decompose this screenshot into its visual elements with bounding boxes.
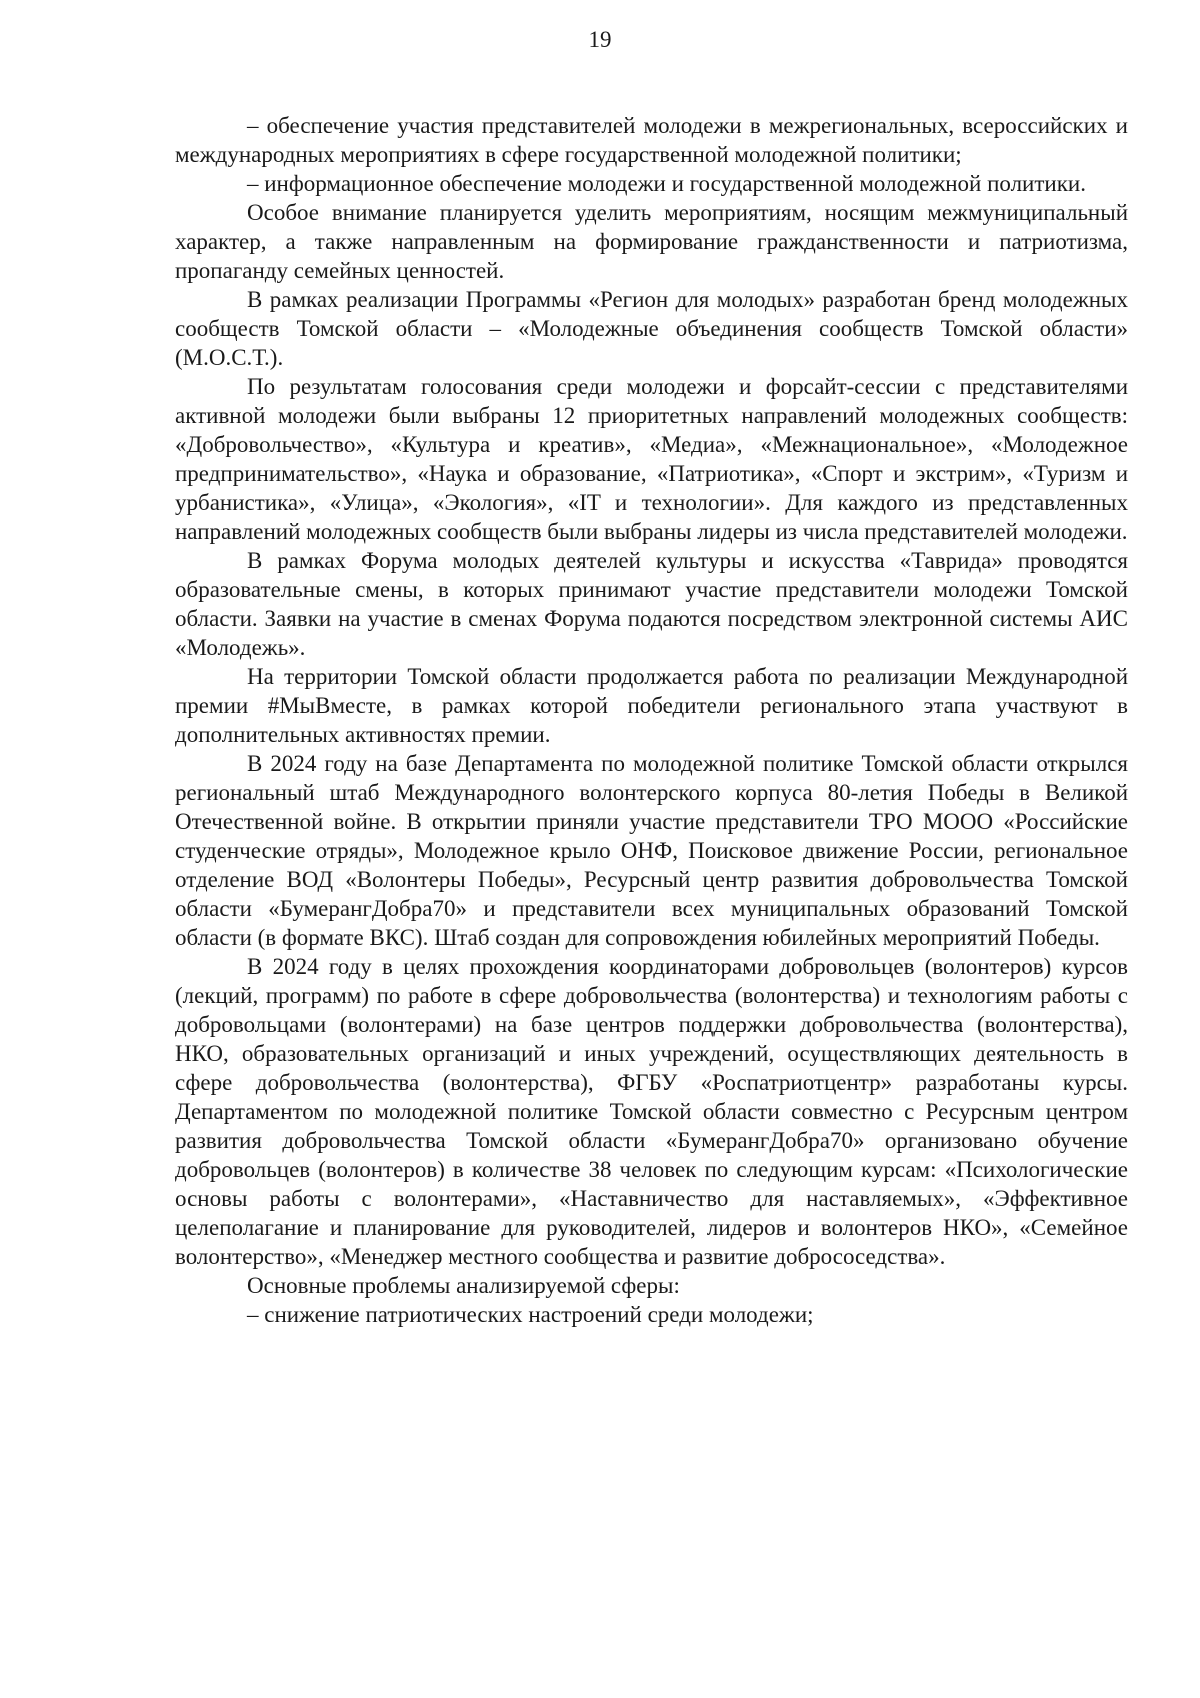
paragraph-volunteer-headquarters: В 2024 году на базе Департамента по молодежной политике Томской области открылся региональный штаб Международного волонтерского корпуса 80-летия Победы в Великой Отечественной войне. В открытии приняли участие представители ТРО МООО «Российские студенческие отряды», Молодежное крыло ОНФ, Поисковое движение России, региональное отделение ВОД «Волонтеры Победы», Ресурсный центр развития добровольчества Томской области «БумерангДобра70» и представители всех муниципальных образований Томской области (в формате ВКС). Штаб создан для сопровождения юбилейных мероприятий Победы. — [175, 751, 1128, 950]
page-number: 19 — [588, 27, 612, 52]
paragraph-myvmeste-award: На территории Томской области продолжается работа по реализации Международной премии #МыВместе, в рамках которой победители регионального этапа участвуют в дополнительных активностях премии. — [175, 664, 1128, 747]
paragraph-brand-most: В рамках реализации Программы «Регион для молодых» разработан бренд молодежных сообществ Томской области – «Молодежные объединения сообществ Томской области» (М.О.С.Т.). — [175, 287, 1128, 370]
paragraph-main-problems-heading: Основные проблемы анализируемой сферы: — [247, 1273, 680, 1298]
paragraph-bullet-information: – информационное обеспечение молодежи и государственной молодежной политики. — [247, 171, 1086, 196]
paragraph-special-attention: Особое внимание планируется уделить мероприятиям, носящим межмуниципальный характер, а также направленным на формирование гражданственности и патриотизма, пропаганду семейных ценностей. — [175, 200, 1128, 283]
paragraph-priority-directions: По результатам голосования среди молодежи и форсайт-сессии с представителями активной молодежи были выбраны 12 приоритетных направлений молодежных сообществ: «Добровольчество», «Культура и креатив», «Медиа», «Межнациональное», «Молодежное предпринимательство», «Наука и образование, «Патриотика», «Спорт и экстрим», «Туризм и урбанистика», «Улица», «Экология», «IT и технологии». Для каждого из представленных направлений молодежных сообществ были выбраны лидеры из числа представителей молодежи. — [175, 374, 1128, 544]
document-body — [175, 111, 1128, 1329]
paragraph-tavrida-forum: В рамках Форума молодых деятелей культуры и искусства «Таврида» проводятся образовательные смены, в которых принимают участие представители молодежи Томской области. Заявки на участие в сменах Форума подаются посредством электронной системы АИС «Молодежь». — [175, 548, 1128, 660]
paragraph-volunteer-training: В 2024 году в целях прохождения координаторами добровольцев (волонтеров) курсов (лекций, программ) по работе в сфере добровольчества (волонтерства) и технологиям работы с добровольцами (волонтерами) на базе центров поддержки добровольчества (волонтерства), НКО, образовательных организаций и иных учреждений, осуществляющих деятельность в сфере добровольчества (волонтерства), ФГБУ «Роспатриотцентр» разработаны курсы. Департаментом по молодежной политике Томской области совместно с Ресурсным центром развития добровольчества Томской области «БумерангДобра70» организовано обучение добровольцев (волонтеров) в количестве 38 человек по следующим курсам: «Психологические основы работы с волонтерами», «Наставничество для наставляемых», «Эффективное целеполагание и планирование для руководителей, лидеров и волонтеров НКО», «Семейное волонтерство», «Менеджер местного сообщества и развитие добрососедства». — [175, 954, 1128, 1269]
paragraph-bullet-participation: – обеспечение участия представителей молодежи в межрегиональных, всероссийских и международных мероприятиях в сфере государственной молодежной политики; — [175, 113, 1128, 167]
paragraph-bullet-patriotism-decline: – снижение патриотических настроений среди молодежи; — [247, 1302, 814, 1327]
